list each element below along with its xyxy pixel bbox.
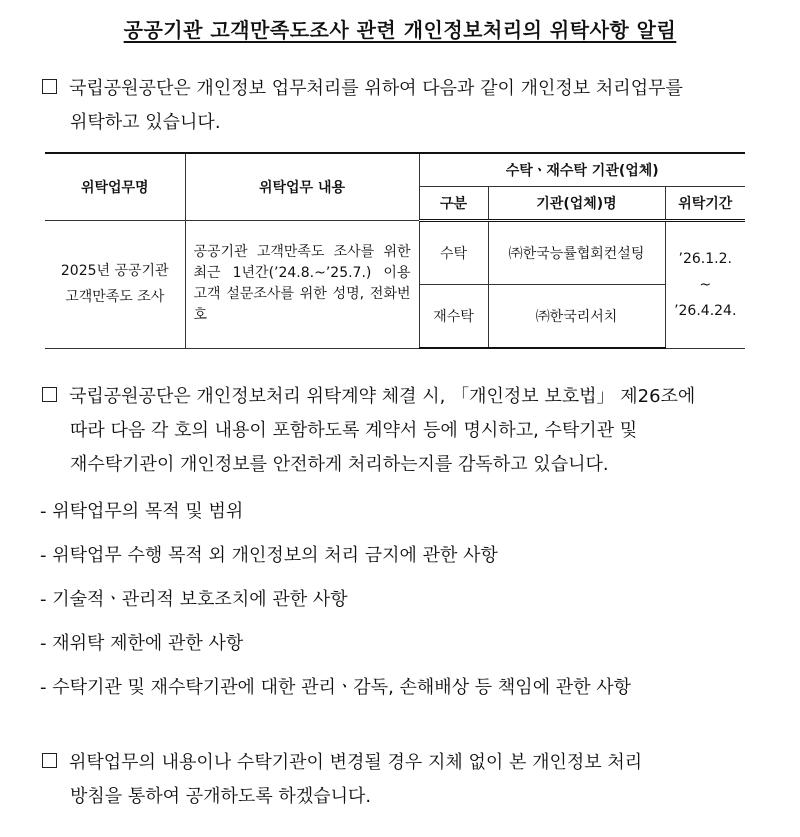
intro-paragraph: 국립공원공단은 개인정보 업무처리를 위하여 다음과 같이 개인정보 처리업무를 위탁하고 있습니다. bbox=[42, 72, 752, 140]
header-task-name: 위탁업무명 bbox=[45, 153, 185, 221]
cell-agency-name: ㈜한국리서치 bbox=[488, 285, 665, 349]
checkbox-square-icon bbox=[42, 387, 57, 402]
delegation-table bbox=[45, 152, 745, 349]
table-header-row bbox=[45, 153, 745, 187]
cell-division: 수탁 bbox=[419, 221, 488, 285]
checkbox-square-icon bbox=[42, 79, 57, 94]
table-row bbox=[45, 221, 745, 285]
cell-task-content: 공공기관 고객만족도 조사를 위한 최근 1년간(’24.8.~’25.7.) 이용 고객 설문조사를 위한 성명, 전화번호 bbox=[185, 221, 419, 349]
header-period: 위탁기간 bbox=[665, 187, 745, 221]
checkbox-square-icon bbox=[42, 753, 57, 768]
list-item: - 재위탁 제한에 관한 사항 bbox=[40, 633, 244, 654]
cell-agency-name: ㈜한국능률협회컨설팅 bbox=[488, 221, 665, 285]
list-item: - 기술적ㆍ관리적 보호조치에 관한 사항 bbox=[40, 589, 348, 610]
oversight-paragraph: 국립공원공단은 개인정보처리 위탁계약 체결 시, 「개인정보 보호법」 제26조에 따라 다음 각 호의 내용이 포함하도록 계약서 등에 명시하고, 수탁기관 및 재수탁기관이 개인정보를 안전하게 처리하는지를 감독하고 있습니다. bbox=[42, 380, 752, 482]
cell-period: ’26.1.2. ~ ’26.4.24. bbox=[665, 221, 745, 349]
list-item: - 위탁업무의 목적 및 범위 bbox=[40, 501, 244, 522]
header-agency-name: 기관(업체)명 bbox=[488, 187, 665, 221]
cell-division: 재수탁 bbox=[419, 285, 488, 349]
list-item: - 수탁기관 및 재수탁기관에 대한 관리ㆍ감독, 손해배상 등 책임에 관한 사항 bbox=[40, 677, 632, 698]
change-notice-paragraph: 위탁업무의 내용이나 수탁기관이 변경될 경우 지체 없이 본 개인정보 처리 방침을 통하여 공개하도록 하겠습니다. bbox=[42, 746, 752, 814]
list-item: - 위탁업무 수행 목적 외 개인정보의 처리 금지에 관한 사항 bbox=[40, 545, 498, 566]
header-agency-group: 수탁ㆍ재수탁 기관(업체) bbox=[419, 153, 745, 187]
header-task-content: 위탁업무 내용 bbox=[185, 153, 419, 221]
cell-task-name: 2025년 공공기관 고객만족도 조사 bbox=[45, 221, 185, 349]
header-division: 구분 bbox=[419, 187, 488, 221]
page-title: 공공기관 고객만족도조사 관련 개인정보처리의 위탁사항 알림 bbox=[123, 18, 677, 42]
